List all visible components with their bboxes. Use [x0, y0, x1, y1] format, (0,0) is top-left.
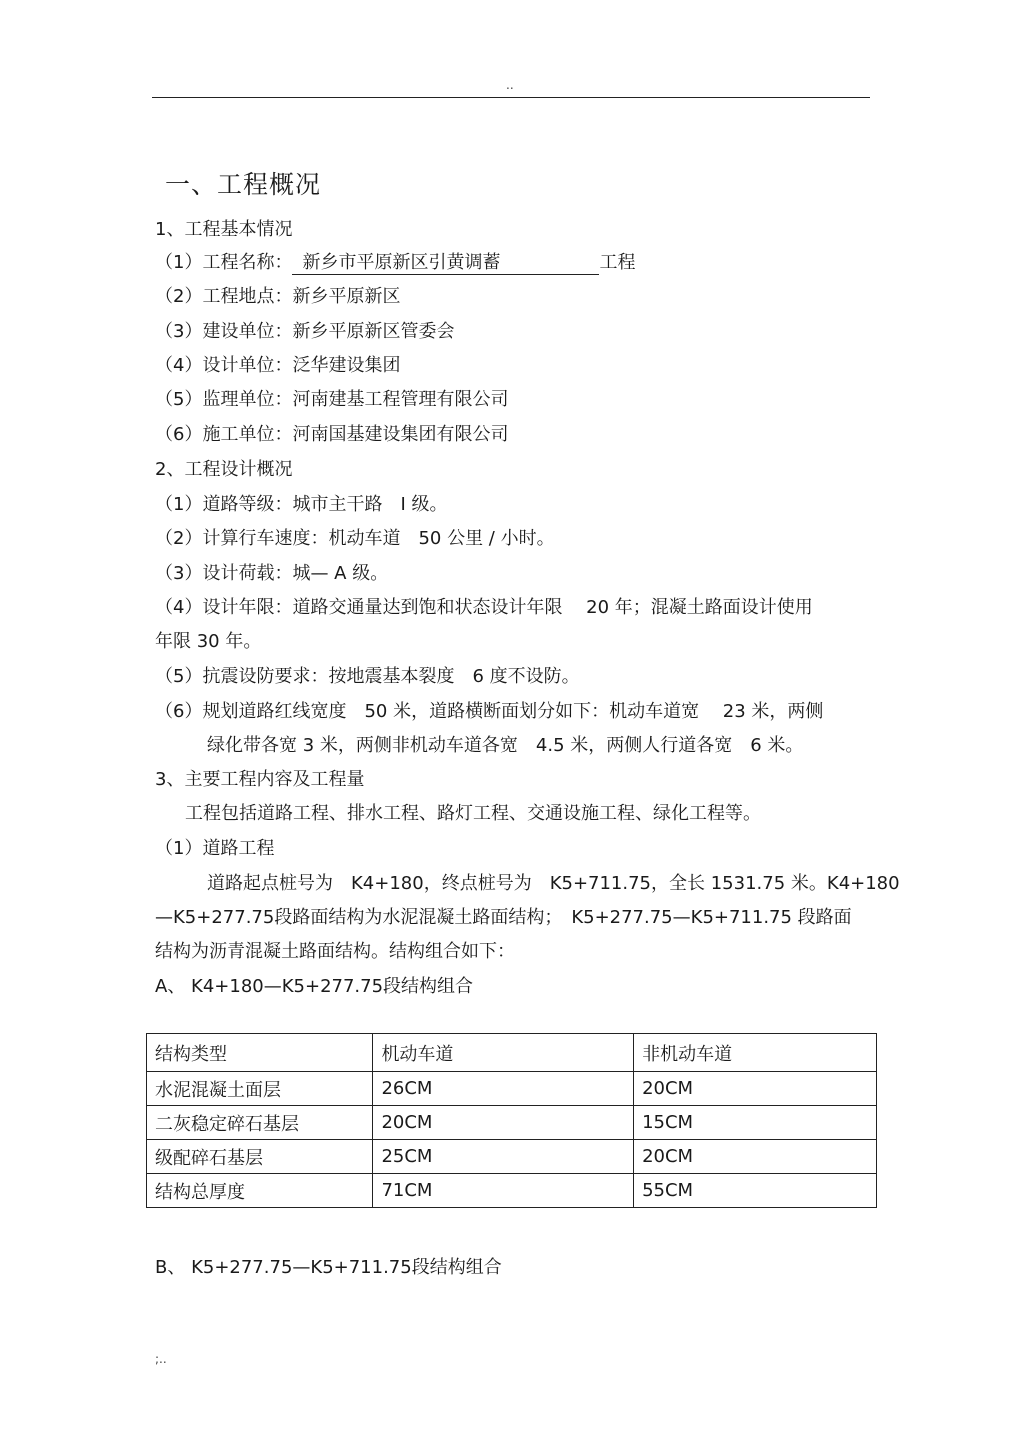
project-name-line	[155, 251, 635, 275]
table-cell: 26CM	[373, 1072, 634, 1106]
project-name-value: 新乡市平原新区引黄调蓄	[292, 252, 599, 275]
table-header-row	[147, 1034, 877, 1072]
design-item: （2）计算行车速度：机动车道 50 公里 / 小时。	[155, 528, 555, 549]
design-item: （1）道路等级：城市主干路 I 级。	[155, 494, 448, 515]
design-item: （5）抗震设防要求：按地震基本裂度 6 度不设防。	[155, 666, 580, 687]
table-row	[147, 1174, 877, 1208]
table-row	[147, 1072, 877, 1106]
road-paragraph: 结构为沥青混凝土路面结构。结构组合如下：	[155, 941, 515, 962]
table-header-cell: 非机动车道	[634, 1034, 877, 1072]
table-cell: 55CM	[634, 1174, 877, 1208]
s3-heading: 3、主要工程内容及工程量	[155, 769, 365, 790]
design-item: （6）规划道路红线宽度 50 米，道路横断面划分如下：机动车道宽 23 米，两侧	[155, 701, 824, 722]
table-cell: 水泥混凝土面层	[147, 1072, 373, 1106]
section-b-heading: B、 K5+277.75—K5+711.75段结构组合	[155, 1257, 502, 1278]
road-paragraph: 道路起点桩号为 K4+180，终点桩号为 K5+711.75，全长 1531.75 米。K4+180	[207, 873, 900, 894]
table-cell: 结构总厚度	[147, 1174, 373, 1208]
table-row	[147, 1140, 877, 1174]
s1-heading: 1、工程基本情况	[155, 219, 293, 240]
info-item: （6）施工单位：河南国基建设集团有限公司	[155, 424, 509, 445]
s3-intro: 工程包括道路工程、排水工程、路灯工程、交通设施工程、绿化工程等。	[185, 803, 761, 824]
table-cell: 25CM	[373, 1140, 634, 1174]
table-cell: 20CM	[634, 1072, 877, 1106]
table-header-cell: 机动车道	[373, 1034, 634, 1072]
s2-heading: 2、工程设计概况	[155, 459, 293, 480]
table-header-cell: 结构类型	[147, 1034, 373, 1072]
section-a-heading: A、 K4+180—K5+277.75段结构组合	[155, 976, 474, 997]
table-row	[147, 1106, 877, 1140]
info-item: （4）设计单位：泛华建设集团	[155, 355, 401, 376]
design-item-cont: 绿化带各宽 3 米，两侧非机动车道各宽 4.5 米，两侧人行道各宽 6 米。	[207, 735, 804, 756]
project-name-suffix: 工程	[599, 252, 636, 273]
table-cell: 71CM	[373, 1174, 634, 1208]
table-cell: 级配碎石基层	[147, 1140, 373, 1174]
project-name-label: （1）工程名称：	[155, 252, 293, 273]
table-cell: 15CM	[634, 1106, 877, 1140]
table-cell: 二灰稳定碎石基层	[147, 1106, 373, 1140]
design-item-cont: 年限 30 年。	[155, 631, 262, 652]
road-paragraph: —K5+277.75段路面结构为水泥混凝土路面结构； K5+277.75—K5+711.75 段路面	[155, 907, 852, 928]
table-cell: 20CM	[373, 1106, 634, 1140]
section-title: 一、工程概况	[165, 170, 322, 199]
footer-mark: ;..	[155, 1352, 167, 1366]
design-item: （4）设计年限：道路交通量达到饱和状态设计年限 20 年；混凝土路面设计使用	[155, 597, 813, 618]
info-item: （3）建设单位：新乡平原新区管委会	[155, 321, 455, 342]
road-heading: （1）道路工程	[155, 838, 275, 859]
info-item: （5）监理单位：河南建基工程管理有限公司	[155, 389, 509, 410]
info-item: （2）工程地点：新乡平原新区	[155, 286, 401, 307]
design-item: （3）设计荷载：城— A 级。	[155, 563, 389, 584]
structure-table	[146, 1033, 877, 1208]
header-mark: ..	[506, 78, 514, 92]
table-cell: 20CM	[634, 1140, 877, 1174]
header-rule	[152, 97, 870, 98]
